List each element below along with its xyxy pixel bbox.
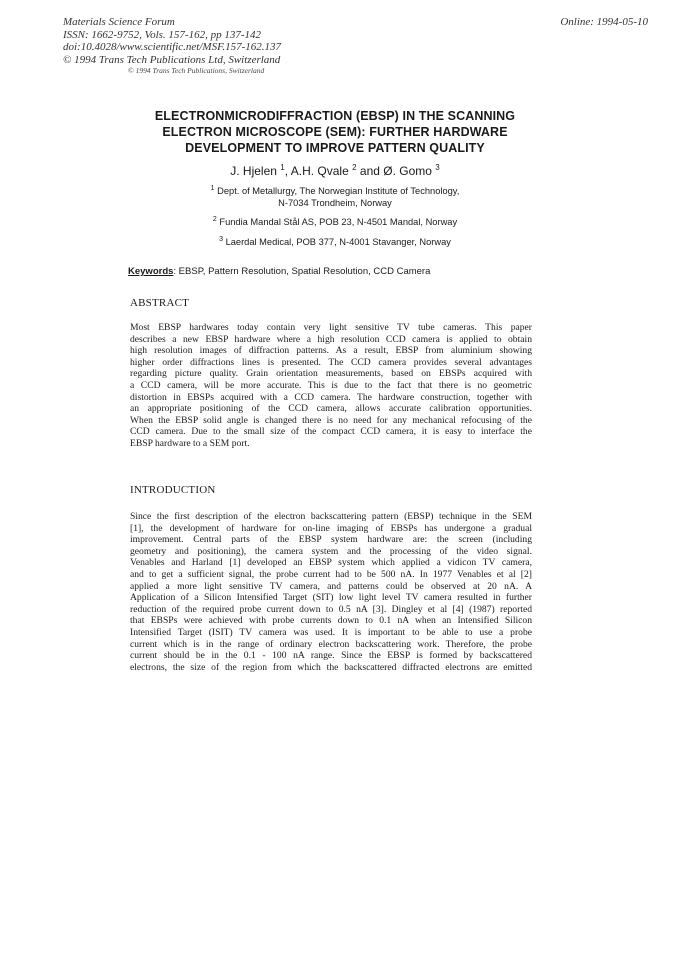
affiliation xyxy=(100,234,570,249)
keywords-line xyxy=(128,266,430,277)
introduction-line: [1], the development of hardware for on-line imaging of EBSPs has undergone a gradual xyxy=(130,522,532,534)
affiliation-number: 3 xyxy=(219,235,223,243)
issn-line: ISSN: 1662-9752, Vols. 157-162, pp 137-142 xyxy=(63,28,261,41)
introduction-line: improvement. Central parts of the EBSP system hardware are: the screen (including xyxy=(130,534,532,546)
abstract-line: describes a new EBSP hardware where a high resolution CCD camera is applied to obtain xyxy=(130,333,532,345)
abstract-line: When the EBSP solid angle is changed there is no need for any mechanical refocusing of the xyxy=(130,414,532,426)
abstract-line: a CCD camera, will be more accurate. This is due to the fact that there is no geometric xyxy=(130,379,532,391)
publisher-stamp: © 1994 Trans Tech Publications, Switzerland xyxy=(128,66,265,75)
affiliation-text: Fundia Mandal Stål AS, POB 23, N-4501 Mandal, Norway xyxy=(219,217,458,228)
introduction-line: electrons, the size of the region from which the backscattered diffracted electrons are emitted xyxy=(130,661,532,673)
author-separator: and xyxy=(356,164,384,178)
introduction-body xyxy=(130,511,532,673)
title-line: DEVELOPMENT TO IMPROVE PATTERN QUALITY xyxy=(185,141,485,155)
affiliation-number: 2 xyxy=(212,216,217,224)
doi-line: doi:10.4028/www.scientific.net/MSF.157-162.137 xyxy=(63,41,282,53)
introduction-line: applied a more light sensitive TV camera, and patterns could be observed at 20 nA. A xyxy=(130,580,532,592)
author-list xyxy=(100,163,570,178)
abstract-heading: ABSTRACT xyxy=(130,297,190,309)
abstract-line: CCD camera. Due to the small size of the compact CCD camera, it is easy to interface the xyxy=(130,426,532,438)
author-name: A.H. Qvale xyxy=(290,164,349,178)
journal-name: Materials Science Forum xyxy=(63,16,175,28)
affiliation-list xyxy=(100,183,570,253)
abstract-line: distortion in EBSPs acquired with a CCD camera. The hardware construction, together with xyxy=(130,391,532,403)
affiliation-text: Dept. of Metallurgy, The Norwegian Institute of Technology, xyxy=(217,186,460,197)
journal-header xyxy=(63,16,281,66)
introduction-heading: INTRODUCTION xyxy=(130,484,216,496)
introduction-line: Application of a Silicon Intensified Target (SIT) low light level TV camera resulted in further xyxy=(130,592,532,604)
keywords-text: : EBSP, Pattern Resolution, Spatial Resolution, CCD Camera xyxy=(173,266,431,277)
abstract-line: regarding picture quality. Grain orientation measurements, based on EBSPs acquired with xyxy=(130,368,532,380)
affiliation xyxy=(100,214,570,229)
introduction-line: and to get a sufficient signal, the probe current had to be 500 nA. In 1977 Venables et al [2] xyxy=(130,568,532,580)
author-name: J. Hjelen xyxy=(230,164,277,178)
keywords-label: Keywords xyxy=(128,266,174,277)
abstract-line: Most EBSP hardwares today contain very light sensitive TV tube cameras. This paper xyxy=(130,322,532,333)
affiliation xyxy=(100,183,570,209)
introduction-line: reduction of the required probe current down to 0.5 nA [3]. Dingley et al [4] (1987) reported xyxy=(130,603,532,615)
author-separator: , xyxy=(284,164,291,178)
abstract-body xyxy=(130,322,532,450)
online-date: Online: 1994-05-10 xyxy=(560,16,648,28)
author-affiliation-mark: 1 xyxy=(280,163,285,172)
title-line: ELECTRON MICROSCOPE (SEM): FURTHER HARDWARE xyxy=(162,125,508,139)
affiliation-text: Laerdal Medical, POB 377, N-4001 Stavanger, Norway xyxy=(225,236,451,247)
introduction-line: geometry and positioning), the camera system and the processing of the video signal. xyxy=(130,545,532,557)
abstract-line: higher order diffractions lines is presented. The CCD camera provides several advantages xyxy=(130,356,532,368)
introduction-line: Venables and Harland [1] developed an EBSP system which applied a vidicon TV camera, xyxy=(130,557,532,569)
author-affiliation-mark: 3 xyxy=(435,163,440,172)
author-name: Ø. Gomo xyxy=(383,164,432,178)
abstract-line: EBSP hardware to a SEM port. xyxy=(130,437,250,449)
introduction-line: Intensified Target (ISIT) TV camera was used. It is important to be able to use a probe xyxy=(130,626,532,638)
abstract-line: high resolution images of diffraction patterns. As a result, EBSP from aluminium showing xyxy=(130,345,532,357)
introduction-line: current should be in the 0.1 - 100 nA range. Since the EBSP is formed by backscattered xyxy=(130,650,532,662)
introduction-line: Since the first description of the electron backscattering pattern (EBSP) technique in the SEM xyxy=(130,511,532,522)
introduction-line: current which is in the range of ordinary electron backscattering work. Therefore, the probe xyxy=(130,638,532,650)
affiliation-number: 1 xyxy=(210,185,215,192)
paper-title xyxy=(100,108,570,156)
title-line: ELECTRONMICRODIFFRACTION (EBSP) IN THE SCANNING xyxy=(154,109,516,123)
affiliation-text: N-7034 Trondheim, Norway xyxy=(278,197,392,208)
author-affiliation-mark: 2 xyxy=(352,163,357,172)
introduction-line: that EBSPs were achieved with probe currents down to 0.1 nA when an Intensified Silicon xyxy=(130,615,532,627)
copyright-line: © 1994 Trans Tech Publications Ltd, Switzerland xyxy=(63,53,281,66)
abstract-line: an appropriate positioning of the CCD camera, allows accurate calibration opportunities. xyxy=(130,403,532,415)
